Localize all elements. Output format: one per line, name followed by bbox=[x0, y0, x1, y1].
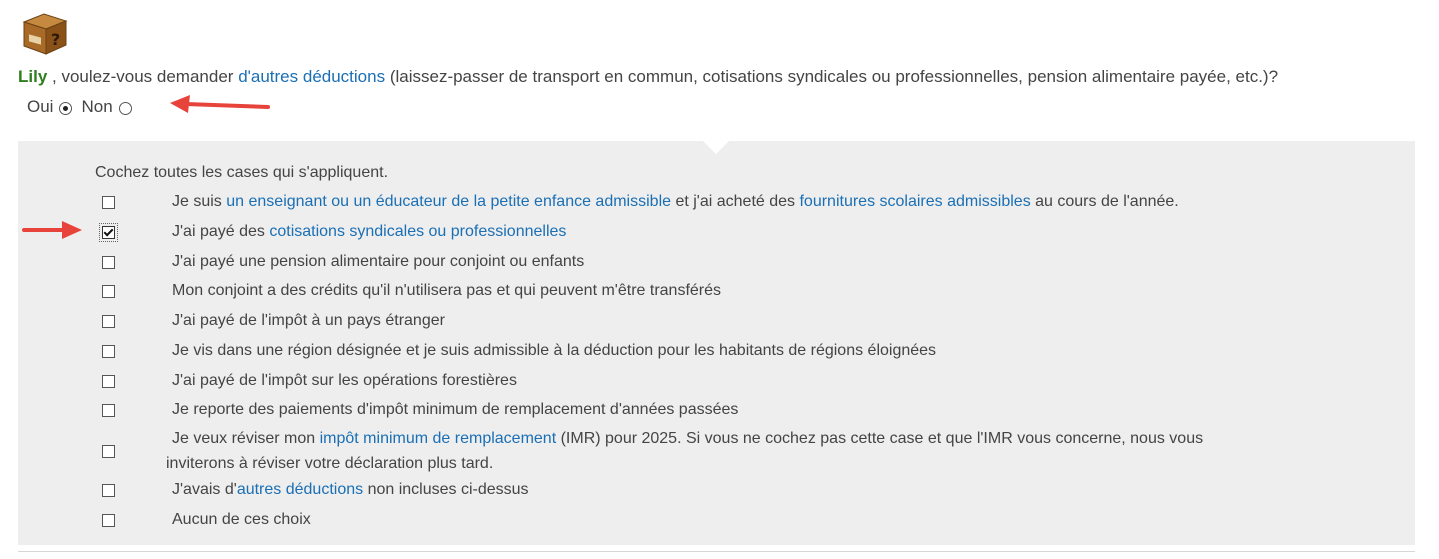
option-label: Je vis dans une région désignée et je suis admissible à la déduction pour les habitants de régions éloignées bbox=[172, 342, 937, 359]
help-box-icon bbox=[20, 8, 70, 56]
oui-radio[interactable] bbox=[59, 102, 72, 115]
fournitures-link[interactable]: fournitures scolaires admissibles bbox=[799, 193, 1031, 210]
option-label: Je reporte des paiements d'impôt minimum de remplacement d'années passées bbox=[172, 401, 739, 418]
option-label: J'avais d'autres déductions non incluses ci-dessus bbox=[172, 481, 529, 498]
checkbox-cotisations[interactable] bbox=[102, 226, 115, 239]
checkbox-region-designee[interactable] bbox=[102, 345, 115, 358]
option-label: Je veux réviser mon impôt minimum de remplacement (IMR) pour 2025. Si vous ne cochez pas cette case et que l'IMR vous concerne, nous vous inviterons à réviser votre déclaration plus tard. bbox=[166, 430, 1204, 472]
option-label: J'ai payé de l'impôt à un pays étranger bbox=[172, 312, 445, 329]
checkbox-conjoint-credits[interactable] bbox=[102, 285, 115, 298]
question-text bbox=[18, 67, 1278, 87]
checkbox-aucun[interactable] bbox=[102, 514, 115, 527]
user-name: Lily bbox=[18, 67, 48, 86]
instruction-text: Cochez toutes les cases qui s'appliquent. bbox=[95, 164, 389, 181]
option-label: Je suis un enseignant ou un éducateur de la petite enfance admissible et j'ai acheté des fournitures scolaires admissibles au cours de l'année. bbox=[172, 193, 1179, 210]
checkbox-pension[interactable] bbox=[102, 256, 115, 269]
checkbox-autres-deductions[interactable] bbox=[102, 484, 115, 497]
checkbox-impot-etranger[interactable] bbox=[102, 315, 115, 328]
yes-no-radio-group bbox=[27, 97, 141, 117]
option-label: J'ai payé une pension alimentaire pour conjoint ou enfants bbox=[172, 253, 585, 270]
red-arrow-icon-2 bbox=[20, 218, 84, 242]
non-label: Non bbox=[81, 97, 113, 116]
checkbox-report-imr[interactable] bbox=[102, 404, 115, 417]
autres-deductions-link-2[interactable]: autres déductions bbox=[236, 481, 364, 498]
option-label: Mon conjoint a des crédits qu'il n'utilisera pas et qui peuvent m'être transférés bbox=[172, 282, 722, 299]
option-label: J'ai payé de l'impôt sur les opérations forestières bbox=[172, 372, 517, 389]
imr-link[interactable]: impôt minimum de remplacement bbox=[319, 430, 557, 447]
panel-notch bbox=[703, 141, 729, 154]
enseignant-link[interactable]: un enseignant ou un éducateur de la petite enfance admissible bbox=[226, 193, 672, 210]
question-text-before: , voulez-vous demander bbox=[47, 67, 239, 86]
svg-text:?: ? bbox=[51, 30, 61, 49]
checkbox-forestieres[interactable] bbox=[102, 375, 115, 388]
oui-label: Oui bbox=[27, 97, 54, 116]
divider bbox=[18, 551, 1415, 552]
non-radio[interactable] bbox=[119, 102, 132, 115]
question-text-after: (laissez-passer de transport en commun, cotisations syndicales ou professionnelles, pension alimentaire payée, etc.)? bbox=[385, 67, 1279, 86]
autres-deductions-link[interactable]: d'autres déductions bbox=[238, 67, 386, 86]
red-arrow-icon bbox=[168, 93, 274, 117]
checkbox-reviser-imr[interactable] bbox=[102, 445, 115, 458]
option-label: J'ai payé des cotisations syndicales ou professionnelles bbox=[172, 223, 567, 240]
cotisations-link[interactable]: cotisations syndicales ou professionnelles bbox=[269, 223, 567, 240]
checkbox-enseignant[interactable] bbox=[102, 196, 115, 209]
option-label: Aucun de ces choix bbox=[172, 511, 311, 528]
